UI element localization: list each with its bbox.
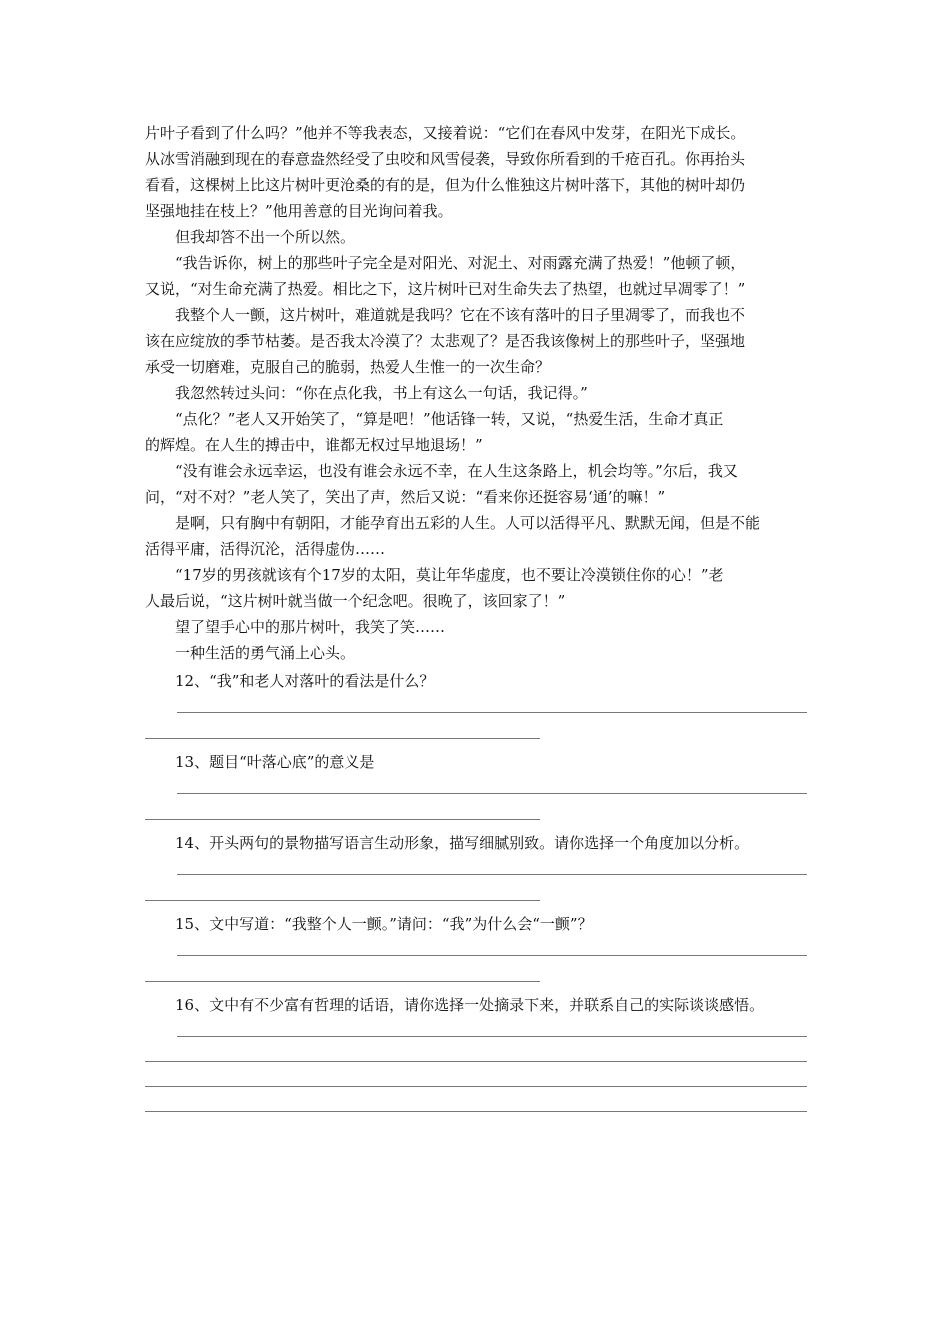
passage-line: 活得平庸，活得沉沦，活得虚伪…… [145, 540, 386, 558]
passage-line: 看看，这棵树上比这片树叶更沧桑的有的是，但为什么惟独这片树叶落下，其他的树叶却仍 [145, 176, 746, 194]
passage-line: “没有谁会永远幸运，也没有谁会永远不幸，在人生这条路上，机会均等。”尔后，我又 [175, 462, 738, 480]
passage-line: 是啊，只有胸中有朝阳，才能孕育出五彩的人生。人可以活得平凡、默默无闻，但是不能 [175, 514, 761, 532]
question-15 [145, 911, 807, 982]
passage-line: 承受一切磨难，克服自己的脆弱，热爱人生惟一的一次生命？ [145, 358, 551, 376]
answer-line[interactable] [145, 738, 540, 739]
answer-line[interactable] [145, 981, 540, 982]
question-13 [145, 749, 807, 820]
passage-line: 人最后说，“这片树叶就当做一个纪念吧。很晚了，该回家了！” [145, 592, 566, 610]
passage-line: “17岁的男孩就该有个17岁的太阳，莫让年华虚度，也不要让冷漠锁住你的心！”老 [175, 566, 724, 584]
question-label: 14、开头两句的景物描写语言生动形象，描写细腻别致。请你选择一个角度加以分析。 [175, 834, 750, 852]
question-12 [145, 668, 807, 739]
passage-line: “点化？”老人又开始笑了，“算是吧！”他话锋一转，又说，“热爱生活，生命才真正 [175, 410, 724, 428]
answer-line[interactable] [177, 712, 807, 713]
passage-line: 一种生活的勇气涌上心头。 [175, 644, 356, 662]
answer-line[interactable] [145, 1061, 807, 1062]
answer-line[interactable] [177, 874, 807, 875]
passage-line: 片叶子看到了什么吗？”他并不等我表态，又接着说：“它们在春风中发芽，在阳光下成长。 [145, 124, 746, 142]
passage-line: 我整个人一颤，这片树叶，难道就是我吗？它在不该有落叶的日子里凋零了，而我也不 [175, 306, 746, 324]
passage-line: 又说，“对生命充满了热爱。相比之下，这片树叶已对生命失去了热望，也就过早凋零了！” [145, 280, 746, 298]
answer-line[interactable] [145, 1111, 807, 1112]
passage-line: 该在应绽放的季节枯萎。是否我太冷漠了？太悲观了？是否我该像树上的那些叶子，坚强地 [145, 332, 746, 350]
answer-line[interactable] [177, 1036, 807, 1037]
passage-line: 但我却答不出一个所以然。 [175, 228, 356, 246]
passage-line: 的辉煌。在人生的搏击中，谁都无权过早地退场！” [145, 436, 483, 454]
answer-line[interactable] [145, 819, 540, 820]
passage [145, 120, 807, 666]
question-label: 13、题目“叶落心底”的意义是 [175, 753, 375, 771]
answer-line[interactable] [177, 793, 807, 794]
answer-line[interactable] [145, 900, 540, 901]
passage-line: 我忽然转过头问：“你在点化我，书上有这么一句话，我记得。” [175, 384, 588, 402]
question-14 [145, 830, 807, 901]
passage-line: 问，“对不对？”老人笑了，笑出了声，然后又说：“看来你还挺容易‘通’的嘛！” [145, 488, 666, 506]
passage-line: 望了望手心中的那片树叶，我笑了笑…… [175, 618, 446, 636]
passage-line: 坚强地挂在枝上？”他用善意的目光询问着我。 [145, 202, 453, 220]
answer-line[interactable] [177, 955, 807, 956]
question-label: 16、文中有不少富有哲理的话语，请你选择一处摘录下来，并联系自己的实际谈谈感悟。 [175, 996, 765, 1014]
answer-line[interactable] [145, 1086, 807, 1087]
question-label: 12、“我”和老人对落叶的看法是什么？ [175, 672, 435, 690]
passage-line: 从冰雪消融到现在的春意盎然经受了虫咬和风雪侵袭，导致你所看到的千疮百孔。你再抬头 [145, 150, 746, 168]
worksheet-page [145, 120, 807, 1112]
question-label: 15、文中写道：“我整个人一颤。”请问：“我”为什么会“一颤”？ [175, 915, 593, 933]
passage-line: “我告诉你，树上的那些叶子完全是对阳光、对泥土、对雨露充满了热爱！”他顿了顿， [175, 254, 746, 272]
question-16 [145, 992, 807, 1112]
